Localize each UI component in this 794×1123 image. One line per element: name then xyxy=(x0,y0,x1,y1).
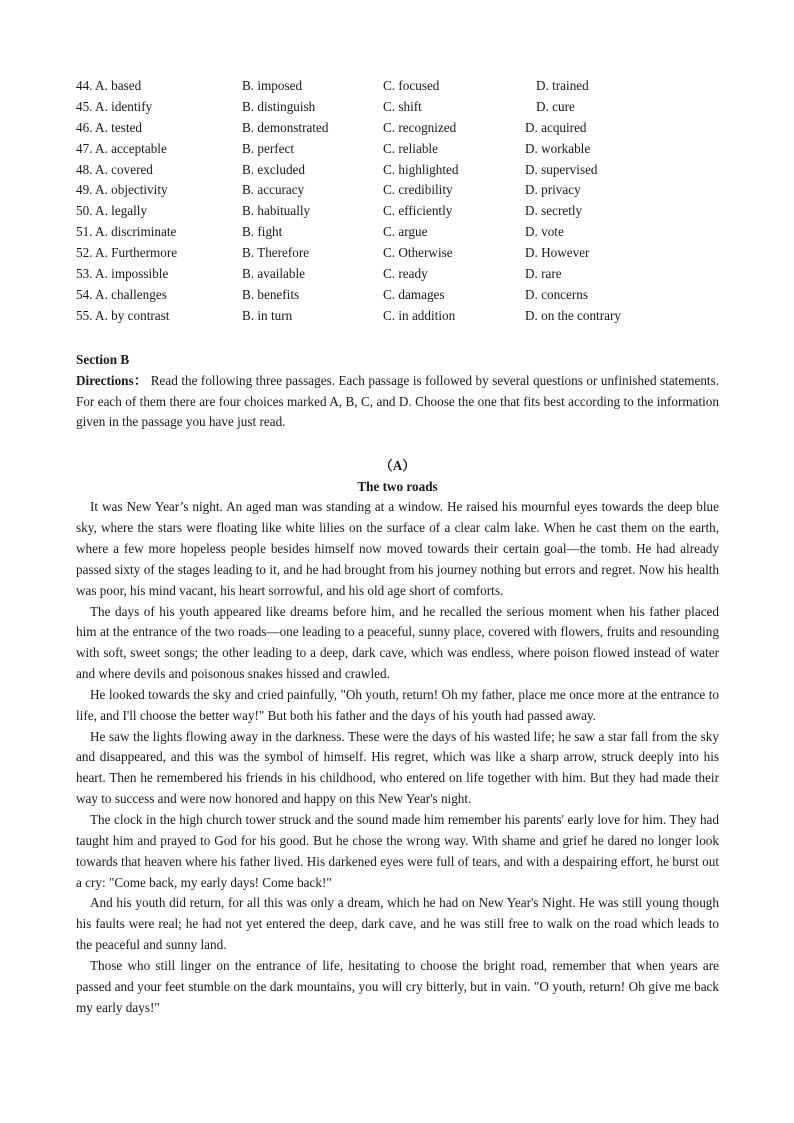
option-a: 55. A. by contrast xyxy=(76,307,170,323)
paragraph: And his youth did return, for all this was only a dream, which he had on New Year's Night. He was still young though his faults were real; he had not yet entered the deep, dark cave, and he was still free to walk on the road which leads to the peaceful and sunny land. xyxy=(76,895,719,953)
option-c: C. in addition xyxy=(383,307,456,323)
paragraph: The clock in the high church tower struck and the sound made him remember his parents' early love for him. They had taught him and prayed to God for his good. But he chose the wrong way. With shame and grief he dared no longer look towards that heaven where his father lived. His darkened eyes were full of tears, and with a despairing effort, he burst out a cry: "Come back, my early days! Come back!" xyxy=(76,811,719,890)
option-c: C. recognized xyxy=(383,119,457,135)
option-a: 49. A. objectivity xyxy=(76,182,168,198)
section-title: Section B xyxy=(76,351,130,367)
passage-label: （A） xyxy=(379,458,416,474)
option-c: C. Otherwise xyxy=(383,245,453,261)
option-a: 44. A. based xyxy=(76,78,142,93)
option-c: C. ready xyxy=(383,266,428,282)
directions xyxy=(76,371,719,434)
option-c: C. highlighted xyxy=(383,161,459,177)
option-a: 46. A. tested xyxy=(76,119,142,135)
paragraph: He looked towards the sky and cried painfully, "Oh youth, return! Oh my father, place me once more at the entrance to life, and I'll choose the better way!" But both his father and the days of his youth had passed away. xyxy=(76,686,719,723)
option-b: B. habitually xyxy=(242,203,311,219)
option-b: B. distinguish xyxy=(242,98,316,114)
option-b: B. benefits xyxy=(242,286,300,302)
option-a: 53. A. impossible xyxy=(76,266,169,282)
paragraph: He saw the lights flowing away in the darkness. These were the days of his wasted life; he saw a star fall from the sky and disappeared, and this was the symbol of himself. His regret, which was like a sharp arrow, struck deeply into his heart. Then he remembered his friends in his childhood, who entered on life together with him. But they had made their way to success and were now honored and happy on this New Year's night. xyxy=(76,728,719,807)
option-d: D. acquired xyxy=(525,119,587,135)
option-d: D. cure xyxy=(536,98,575,114)
option-d: D. supervised xyxy=(525,161,598,177)
passage-body xyxy=(76,497,719,1018)
option-row xyxy=(76,97,719,118)
paragraph: Those who still linger on the entrance of life, hesitating to choose the bright road, remember that when years are passed and your feet stumble on the dark mountains, you will cry bitterly, but in vain. "O youth, return! Oh give me back my early days!" xyxy=(76,957,719,1015)
directions-label: Directions： xyxy=(76,372,148,388)
option-row xyxy=(76,139,719,160)
passage-title: The two roads xyxy=(357,479,438,495)
option-d: D. on the contrary xyxy=(525,307,621,323)
option-b: B. accuracy xyxy=(242,182,305,198)
option-c: C. credibility xyxy=(383,182,453,198)
option-d: D. concerns xyxy=(525,286,588,302)
option-row xyxy=(76,306,719,327)
option-d: D. workable xyxy=(525,140,591,156)
option-row xyxy=(76,118,719,139)
paragraph: It was New Year’s night. An aged man was standing at a window. He raised his mournful eyes towards the deep blue sky, where the stars were floating like white lilies on the surface of a clear calm lake. When he cast them on the earth, where a few more hopeless people besides himself now moved towards their certain goal—the tomb. He had already passed sixty of the stages leading to it, and he had brought from his journey nothing but errors and regret. Now his health was poor, his mind vacant, his heart sorrowful, and his old age short of comforts. xyxy=(76,499,719,598)
paragraph: The days of his youth appeared like dreams before him, and he recalled the serious moment when his father placed him at the entrance of the two roads—one leading to a peaceful, sunny place, covered with flowers, fruits and resounding with soft, sweet songs; the other leading to a deep, dark cave, which was endless, where poison flowed instead of water and where devils and poisonous snakes hissed and crawled. xyxy=(76,603,719,682)
option-row xyxy=(76,201,719,222)
option-d: D. rare xyxy=(525,266,562,282)
option-c: C. damages xyxy=(383,286,445,302)
option-c: C. focused xyxy=(383,78,440,93)
option-b: B. excluded xyxy=(242,161,305,177)
option-a: 54. A. challenges xyxy=(76,286,167,302)
option-b: B. fight xyxy=(242,224,283,240)
option-b: B. available xyxy=(242,266,305,282)
option-a: 52. A. Furthermore xyxy=(76,245,178,261)
option-row xyxy=(76,264,719,285)
option-a: 48. A. covered xyxy=(76,161,153,177)
option-b: B. Therefore xyxy=(242,245,310,261)
option-a: 45. A. identify xyxy=(76,98,153,114)
option-c: C. efficiently xyxy=(383,203,453,219)
option-a: 47. A. acceptable xyxy=(76,140,167,156)
option-c: C. reliable xyxy=(383,140,438,156)
option-row xyxy=(76,285,719,306)
option-a: 50. A. legally xyxy=(76,203,148,219)
option-b: B. perfect xyxy=(242,140,294,156)
option-row xyxy=(76,76,719,97)
option-d: D. secretly xyxy=(525,203,583,219)
option-b: B. in turn xyxy=(242,307,293,323)
answer-options xyxy=(76,76,719,327)
option-row xyxy=(76,222,719,243)
directions-text: Read the following three passages. Each passage is followed by several questions or unfinished statements. For each of them there are four choices marked A, B, C, and D. Choose the one that fits best according to the information given in the passage you have just read. xyxy=(76,372,720,430)
option-row xyxy=(76,160,719,181)
option-d: D. vote xyxy=(525,224,564,240)
document-page xyxy=(76,76,719,1018)
option-d: D. However xyxy=(525,245,590,261)
option-c: C. argue xyxy=(383,224,428,240)
option-b: B. demonstrated xyxy=(242,119,329,135)
option-a: 51. A. discriminate xyxy=(76,224,177,240)
option-b: B. imposed xyxy=(242,78,303,93)
option-row xyxy=(76,243,719,264)
option-d: D. trained xyxy=(536,78,589,93)
option-d: D. privacy xyxy=(525,182,581,198)
option-row xyxy=(76,180,719,201)
option-c: C. shift xyxy=(383,98,422,114)
